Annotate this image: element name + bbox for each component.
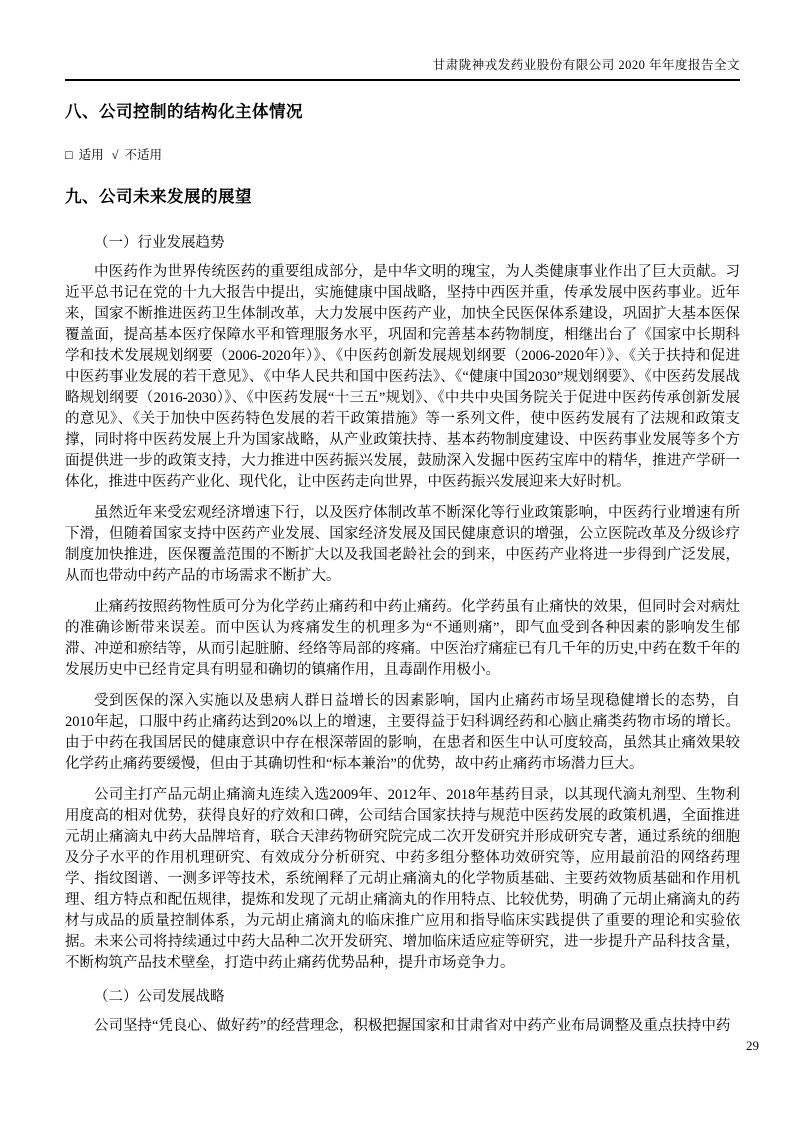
applicable-label: 适用: [78, 148, 104, 162]
body-paragraph: 中医药作为世界传统医药的重要组成部分，是中华文明的瑰宝，为人类健康事业作出了巨大贡献。习近平总书记在党的十九大报告中提出，实施健康中国战略，坚持中西医并重，传承发展中医药事业。近年来，国家不断推进医药卫生体制改革，大力发展中医药产业，加快全民医保体系建设，巩固扩大基本医保覆盖面，提高基本医疗保障水平和管理服务水平，巩固和完善基本药物制度，相继出台了《国家中长期科学和技术发展规划纲要（2006-2020年）》、《中医药创新发展规划纲要（2006-2020年）》、《关于扶持和促进中医药事业发展的若干意见》、《中华人民共和国中医药法》、《“健康中国2030”规划纲要》、《中医药发展战略规划纲要（2016-2030）》、《中医药发展“十三五”规划》、《中共中央国务院关于促进中医药传承创新发展的意见》、《关于加快中医药特色发展的若干政策措施》等一系列文件，使中医药发展有了法规和政策支撑，同时将中医药发展上升为国家战略，从产业政策扶持、基本药物制度建设、中医药事业发展等多个方面提供进一步的政策支持，大力推进中医药振兴发展，鼓励深入发掘中医药宝库中的精华，推进产学研一体化，推进中医药产业化、现代化，让中医药走向世界，中医药振兴发展迎来大好时机。: [65, 264, 740, 490]
applicability-line: [65, 147, 740, 164]
body-paragraph: 受到医保的深入实施以及患病人群日益增长的因素影响，国内止痛药市场呈现稳健增长的态势，自2010年起，口服中药止痛药达到20%以上的增速，主要得益于妇科调经药和心脑止痛类药物市场的增长。由于中药在我国居民的健康意识中存在根深蒂固的影响，在患者和医生中认可度较高，虽然其止痛效果较化学药止痛药要缓慢，但由于其确切性和“标本兼治”的优势，故中药止痛药市场潜力巨大。: [65, 693, 740, 772]
body-paragraph: 公司主打产品元胡止痛滴丸连续入选2009年、2012年、2018年基药目录，以其现代滴丸剂型、生物利用度高的相对优势，获得良好的疗效和口碑，公司结合国家扶持与规范中医药发展的政策机遇，全面推进元胡止痛滴丸中药大品牌培育，联合天津药物研究院完成二次开发研究并形成研究专著，通过系统的细胞及分子水平的作用机理研究、有效成分分析研究、中药多组分整体功效研究等，应用最前沿的网络药理学、指纹图谱、一测多评等技术，系统阐释了元胡止痛滴丸的化学物质基础、主要药效物质基础和作用机理、组方特点和配伍规律，提炼和发现了元胡止痛滴丸的作用特点、比较优势，明确了元胡止痛滴丸的药材与成品的质量控制体系，为元胡止痛滴丸的临床推广应用和指导临床实践提供了重要的理论和实验依据。未来公司将持续通过中药大品种二次开发研究、增加临床适应症等研究，进一步提升产品科技含量，不断构筑产品技术壁垒，打造中药止痛药优势品种，提升市场竞争力。: [65, 787, 740, 971]
subsection-2-heading: （二）公司发展战略: [94, 989, 225, 1005]
body-paragraph: 公司坚持“凭良心、做好药”的经营理念，积极把握国家和甘肃省对中药产业布局调整及重点扶持中药: [94, 1018, 731, 1034]
subsection-1-heading: （一）行业发展趋势: [94, 235, 225, 251]
checkbox-icon: □: [65, 148, 73, 162]
section-9-heading: 九、公司未来发展的展望: [65, 187, 252, 206]
checkmark-icon: √: [111, 148, 119, 162]
report-header-title: 甘肃陇神戎发药业股份有限公司 2020 年年度报告全文: [432, 58, 740, 72]
body-paragraph: 虽然近年来受宏观经济增速下行，以及医疗体制改革不断深化等行业政策影响，中医药行业增速有所下滑，但随着国家支持中医药产业发展、国家经济发展及国民健康意识的增强，公立医院改革及分级诊疗制度加快推进，医保覆盖范围的不断扩大以及我国老龄社会的到来，中医药产业将进一步得到广泛发展，从而也带动中药产品的市场需求不断扩大。: [65, 505, 740, 584]
page-number: 29: [746, 1038, 759, 1053]
body-paragraph: 止痛药按照药物性质可分为化学药止痛药和中药止痛药。化学药虽有止痛快的效果，但同时会对病灶的准确诊断带来误差。而中医认为疼痛发生的机理多为“不通则痛”，即气血受到各种因素的影响发生郁滞、冲逆和瘀结等，从而引起脏腑、经络等局部的疼痛。中医治疗痛症已有几千年的历史,中药在数千年的发展历史中已经肯定具有明显和确切的镇痛作用，且毒副作用极小。: [65, 599, 740, 678]
not-applicable-label: 不适用: [124, 148, 162, 162]
section-8-heading: 八、公司控制的结构化主体情况: [65, 102, 303, 121]
report-header: [65, 56, 740, 81]
